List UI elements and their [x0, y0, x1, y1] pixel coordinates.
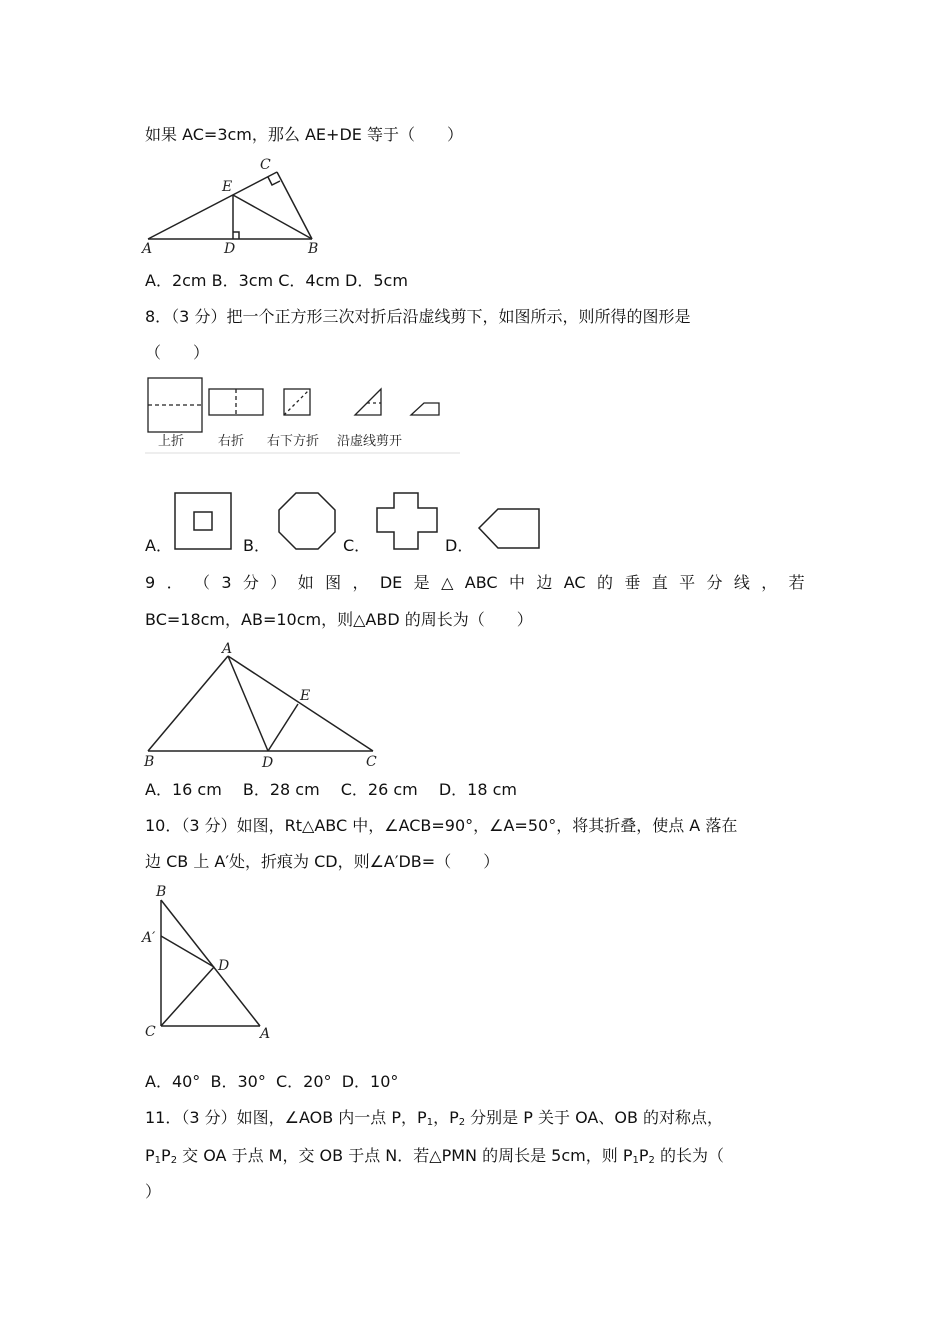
q9-token: 的 [596, 573, 613, 592]
point-e-label: E [222, 179, 233, 195]
q9-token: ） [270, 573, 287, 592]
right-angle-c [268, 177, 280, 185]
point-c-label: C [260, 157, 271, 173]
q9-token: 线 [733, 573, 750, 592]
q9-token: （ [193, 573, 210, 592]
q10-figure [140, 880, 280, 1045]
point-c-label: C [366, 754, 377, 770]
q9-token: 9 [145, 573, 156, 592]
q10-options: A．40° B．30° C．20° D．10° [145, 1072, 399, 1091]
q7-figure [140, 155, 330, 260]
q9-token: 若 [788, 573, 805, 592]
q9-token: 垂 [624, 573, 641, 592]
step-label-4: 沿虚线剪开 [337, 434, 403, 449]
q8-option-c-figure [374, 490, 440, 554]
q9-token: 是 [413, 573, 430, 592]
segment-a1d [161, 936, 214, 967]
q9-token: ABC [464, 573, 498, 592]
q9-stem-line2: BC=18cm，AB=10cm，则△ABD 的周长为（ ） [145, 610, 533, 629]
point-d-label: D [262, 755, 274, 771]
q9-token: ， [352, 573, 369, 592]
q8-option-c-label: C． [343, 536, 371, 555]
q9-token: △ [441, 573, 454, 592]
point-b-label: B [156, 884, 167, 900]
q9-figure [140, 638, 390, 773]
q8-option-b-figure [276, 490, 340, 554]
segment-ac [148, 172, 277, 239]
q9-stem-line1 [145, 573, 805, 593]
q8-option-d-label: D． [445, 536, 474, 555]
q9-token: 图 [325, 573, 342, 592]
q8-stem-line2: （ ） [145, 343, 210, 362]
segment-de [268, 704, 298, 751]
point-a-label: A [222, 641, 233, 657]
point-b-label: B [308, 241, 319, 257]
right-angle-d [233, 232, 239, 239]
point-a1-label: A′ [142, 930, 156, 946]
step-label-2: 右折 [218, 434, 245, 449]
step-label-1: 上折 [158, 434, 185, 449]
fold-step4-triangle [355, 389, 381, 415]
segment-ad [228, 656, 268, 751]
q10-stem-line1: 10．（3 分）如图，Rt△ABC 中，∠ACB=90°，∠A=50°，将其折叠，使点 A 落在 [145, 816, 738, 835]
q9-token: 边 [536, 573, 553, 592]
q10-stem-line2: 边 CB 上 A′处，折痕为 CD，则∠A′DB=（ ） [145, 852, 500, 871]
q8-option-a-label: A． [145, 536, 172, 555]
q9-token: 平 [679, 573, 696, 592]
q9-token: ． [166, 573, 183, 592]
q8-option-b-label: B． [243, 536, 270, 555]
point-b-label: B [144, 754, 155, 770]
q8-folding-figure [145, 373, 465, 458]
segment-ba [161, 900, 260, 1026]
step-label-3: 右下方折 [267, 434, 320, 449]
q11-stem-line3: ） [145, 1182, 162, 1201]
q7-stem: 如果 AC=3cm，那么 AE+DE 等于（ ） [145, 125, 463, 144]
q9-token: 如 [297, 573, 314, 592]
q9-token: ， [761, 573, 778, 592]
q11-stem-line1: 11．（3 分）如图，∠AOB 内一点 P，$P_1$，$P_2$ 分别是 P 关于 OA、OB 的对称点， [145, 1108, 724, 1128]
q8-option-a-figure [172, 490, 232, 552]
point-a-label: A [142, 241, 153, 257]
segment-cd [161, 967, 214, 1026]
point-c-label: C [145, 1024, 156, 1040]
fold-step3-dashline [284, 389, 310, 415]
q8-option-d-figure [476, 506, 542, 552]
point-e-label: E [300, 688, 311, 704]
q9-token: 中 [508, 573, 525, 592]
segment-ba [148, 656, 228, 751]
point-d-label: D [224, 241, 236, 257]
q9-options: A．16 cm B．28 cm C．26 cm D．18 cm [145, 780, 517, 799]
q8-stem-line1: 8．（3 分）把一个正方形三次对折后沿虚线剪下，如图所示，则所得的图形是 [145, 307, 691, 326]
q11-stem-line2: $P_1P_2$ 交 OA 于点 M，交 OB 于点 N．若△PMN 的周长是 5cm，则 $P_1P_2$ 的长为（ [145, 1146, 724, 1166]
point-a-label: A [260, 1026, 271, 1042]
q7-options: A．2cm B．3cm C．4cm D．5cm [145, 271, 408, 290]
q9-token: 直 [651, 573, 668, 592]
q9-token: DE [379, 573, 403, 592]
q9-token: AC [563, 573, 586, 592]
q9-token: 3 [221, 573, 232, 592]
q9-token: 分 [706, 573, 723, 592]
q9-token: 分 [242, 573, 259, 592]
point-d-label: D [218, 958, 230, 974]
fold-step5-piece [411, 403, 439, 415]
